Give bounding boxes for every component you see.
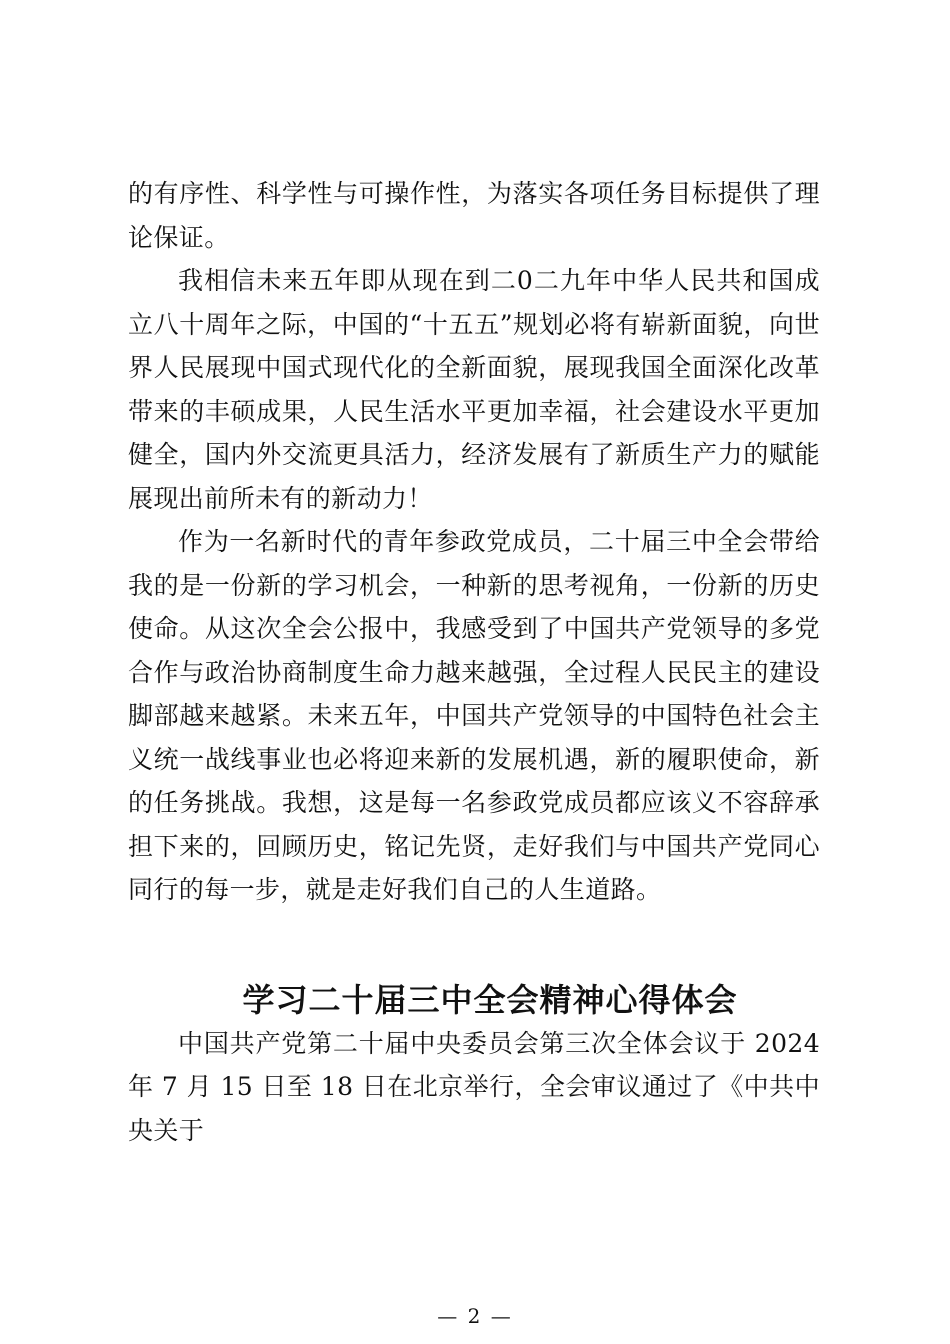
page-number: — 2 — — [437, 1304, 513, 1328]
section-title: 学习二十届三中全会精神心得体会 — [242, 980, 738, 1019]
paragraph-3: 作为一名新时代的青年参政党成员，二十届三中全会带给我的是一份新的学习机会，一种新的思考视角，一份新的历史使命。从这次全会公报中，我感受到了中国共产党领导的多党合作与政治协商制度生命力越来越强，全过程人民民主的建设脚部越来越紧。未来五年，中国共产党领导的中国特色社会主义统一战线事业也必将迎来新的发展机遇，新的履职使命，新的任务挑战。我想，这是每一名参政党成员都应该义不容辞承担下来的，回顾历史，铭记先贤，走好我们与中国共产党同心同行的每一步，就是走好我们自己的人生道路。 — [128, 527, 820, 904]
paragraph-2: 我相信未来五年即从现在到二0二九年中华人民共和国成立八十周年之际，中国的“十五五”规划必将有崭新面貌，向世界人民展现中国式现代化的全新面貌，展现我国全面深化改革带来的丰硕成果，人民生活水平更加幸福，社会建设水平更加健全，国内外交流更具活力，经济发展有了新质生产力的赋能展现出前所未有的新动力！ — [128, 266, 820, 513]
section-spacer — [128, 912, 820, 978]
document-body — [128, 172, 820, 1152]
paragraph-4: 中国共产党第二十届中央委员会第三次全体会议于 2024 年 7 月 15 日至 18 日在北京举行，全会审议通过了《中共中央关于 — [128, 1028, 820, 1145]
paragraph-1: 的有序性、科学性与可操作性，为落实各项任务目标提供了理论保证。 — [128, 179, 820, 252]
